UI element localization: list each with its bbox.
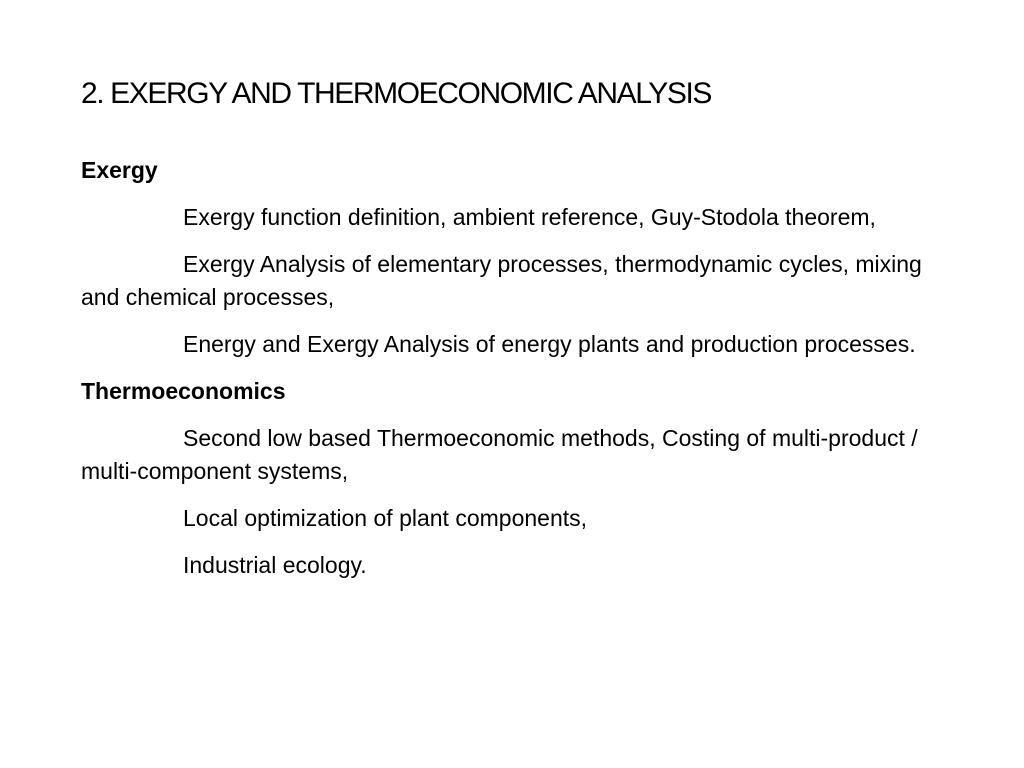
- thermoeconomics-item-local-optimization: Local optimization of plant components,: [183, 505, 588, 531]
- exergy-item-definition: Exergy function definition, ambient reference, Guy-Stodola theorem,: [183, 204, 876, 230]
- thermoeconomics-item-methods: Second low based Thermoeconomic methods, Costing of multi-product / multi-component systems,: [81, 425, 918, 484]
- slide-title: 2. EXERGY AND THERMOECONOMIC ANALYSIS: [81, 77, 712, 110]
- section-heading-thermoeconomics: Thermoeconomics: [81, 378, 286, 404]
- section-thermoeconomics: [81, 375, 951, 582]
- exergy-item-energy-plants: Energy and Exergy Analysis of energy plants and production processes.: [183, 331, 916, 357]
- exergy-item-analysis-processes: Exergy Analysis of elementary processes, thermodynamic cycles, mixing and chemical processes,: [81, 251, 922, 310]
- section-heading-exergy: Exergy: [81, 157, 158, 183]
- thermoeconomics-item-industrial-ecology: Industrial ecology.: [183, 552, 367, 578]
- slide-body: [81, 154, 951, 582]
- section-exergy: [81, 154, 951, 361]
